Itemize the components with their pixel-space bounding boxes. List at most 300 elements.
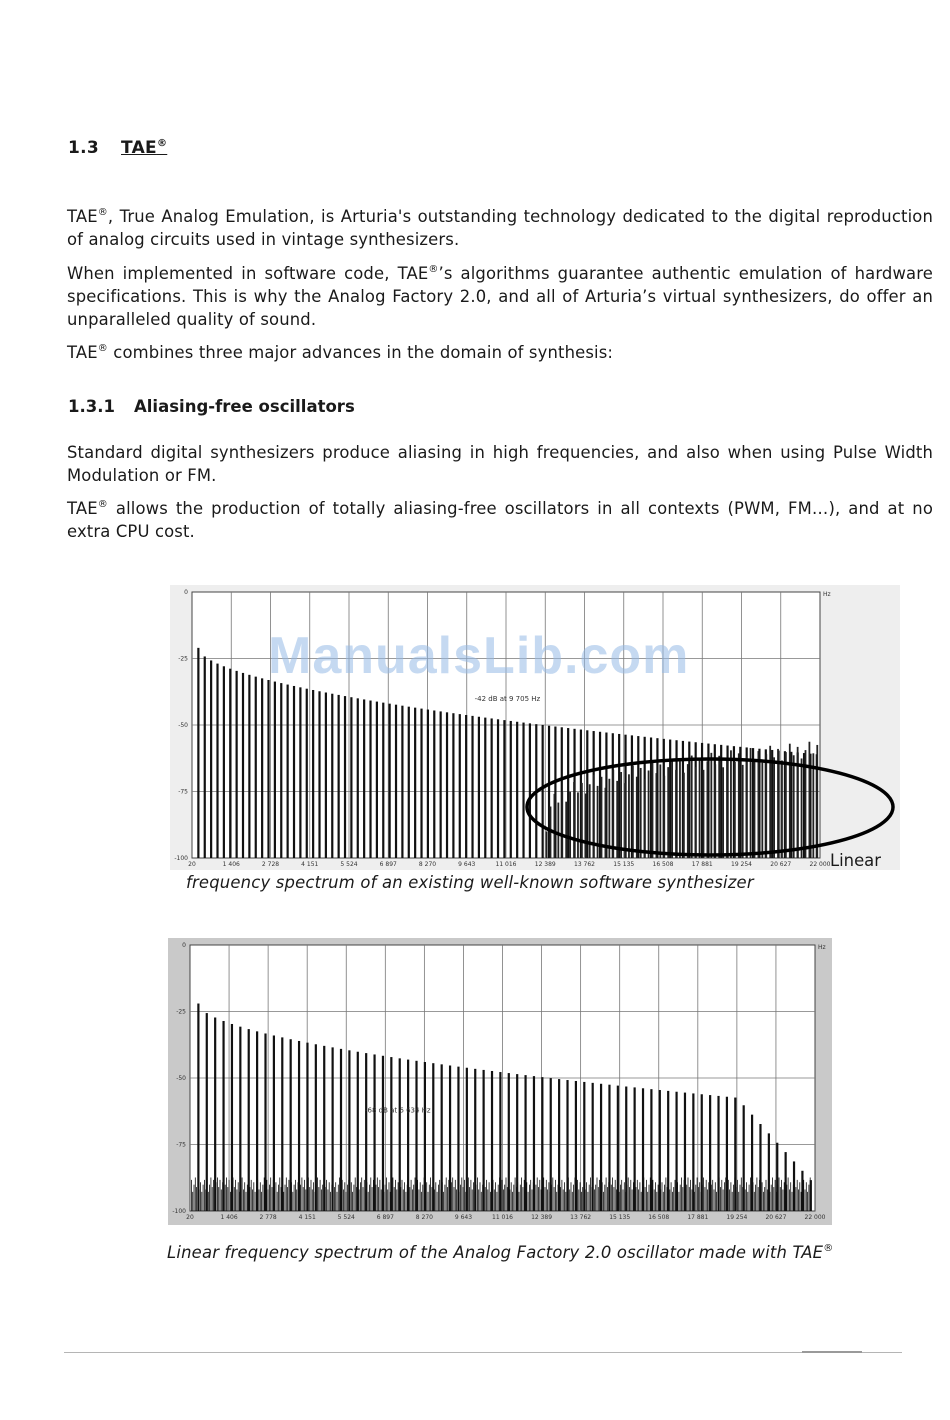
harmonic-peak	[771, 750, 773, 858]
noise-floor	[472, 1189, 473, 1211]
x-tick-label: 11 016	[495, 861, 517, 868]
noise-floor	[619, 1192, 620, 1211]
noise-floor	[199, 1189, 200, 1211]
noise-floor	[705, 1187, 706, 1211]
noise-floor	[521, 1177, 522, 1211]
noise-floor	[688, 1177, 689, 1211]
noise-floor	[502, 1180, 503, 1211]
noise-floor	[476, 1185, 477, 1211]
noise-floor	[746, 1182, 747, 1211]
noise-floor	[408, 1177, 409, 1211]
x-tick-label: 1 406	[222, 861, 240, 868]
noise-floor	[422, 1185, 423, 1211]
x-tick-label: 13 762	[574, 861, 595, 868]
noise-floor	[629, 1187, 630, 1211]
noise-floor	[361, 1177, 362, 1211]
noise-floor	[430, 1177, 431, 1211]
noise-floor	[680, 1185, 681, 1211]
noise-floor	[581, 1192, 582, 1211]
noise-floor	[510, 1189, 511, 1211]
noise-floor	[728, 1180, 729, 1211]
noise-floor	[481, 1192, 482, 1211]
noise-floor	[363, 1187, 364, 1211]
x-tick-label: 12 389	[531, 1214, 553, 1221]
noise-floor	[517, 1182, 518, 1211]
noise-floor	[344, 1182, 345, 1211]
harmonic-peak	[318, 691, 320, 858]
noise-floor	[383, 1192, 384, 1211]
noise-floor	[513, 1185, 514, 1211]
noise-floor	[205, 1189, 206, 1211]
noise-floor	[796, 1187, 797, 1211]
noise-floor	[666, 1177, 667, 1211]
noise-floor	[334, 1187, 335, 1211]
noise-floor	[446, 1177, 447, 1211]
noise-floor	[354, 1185, 355, 1211]
x-tick-label: 13 762	[570, 1214, 592, 1221]
noise-floor	[286, 1177, 287, 1211]
noise-floor	[491, 1187, 492, 1211]
noise-floor	[489, 1182, 490, 1211]
noise-floor	[789, 1189, 790, 1211]
noise-floor	[335, 1182, 336, 1211]
noise-floor	[356, 1187, 357, 1211]
noise-floor	[211, 1177, 212, 1211]
alias-peak	[573, 782, 575, 858]
noise-floor	[191, 1180, 192, 1211]
alias-peak	[659, 764, 661, 858]
noise-floor	[278, 1185, 279, 1211]
alias-peak	[616, 781, 618, 858]
x-tick-label: 19 254	[731, 861, 752, 868]
noise-floor	[571, 1182, 572, 1211]
x-tick-label: 16 508	[648, 1214, 670, 1221]
noise-floor	[498, 1185, 499, 1211]
aliasing-paragraph-1: Standard digital synthesizers produce aliasing in high frequencies, and also when using Pulse Width Modulation or FM.	[67, 443, 933, 485]
noise-floor	[525, 1189, 526, 1211]
noise-floor	[694, 1192, 695, 1211]
noise-floor	[471, 1180, 472, 1211]
alias-peak	[557, 803, 559, 858]
noise-floor	[450, 1189, 451, 1211]
noise-floor	[403, 1189, 404, 1211]
noise-floor	[438, 1185, 439, 1211]
noise-floor	[584, 1180, 585, 1211]
noise-floor	[650, 1177, 651, 1211]
noise-floor	[333, 1177, 334, 1211]
noise-floor	[387, 1189, 388, 1211]
alias-peak	[734, 762, 736, 858]
noise-floor	[604, 1185, 605, 1211]
noise-floor	[317, 1177, 318, 1211]
alias-peak	[675, 770, 677, 858]
noise-floor	[398, 1182, 399, 1211]
noise-floor	[419, 1189, 420, 1211]
noise-floor	[372, 1187, 373, 1211]
footer-rule	[64, 1352, 902, 1353]
noise-floor	[235, 1180, 236, 1211]
noise-floor	[454, 1187, 455, 1211]
alias-peak	[644, 779, 646, 858]
noise-floor	[676, 1189, 677, 1211]
noise-floor	[744, 1180, 745, 1211]
noise-floor	[802, 1187, 803, 1211]
footer-mark	[802, 1351, 862, 1353]
noise-floor	[448, 1180, 449, 1211]
alias-peak	[624, 783, 626, 858]
harmonic-peak	[427, 710, 429, 858]
noise-floor	[396, 1189, 397, 1211]
noise-floor	[711, 1185, 712, 1211]
noise-floor	[594, 1189, 595, 1211]
noise-floor	[393, 1177, 394, 1211]
harmonic-peak	[280, 683, 282, 858]
x-tick-label: 16 508	[652, 861, 674, 868]
noise-floor	[272, 1187, 273, 1211]
noise-floor	[253, 1182, 254, 1211]
noise-floor	[640, 1182, 641, 1211]
noise-floor	[669, 1189, 670, 1211]
noise-floor	[807, 1192, 808, 1211]
noise-floor	[776, 1192, 777, 1211]
noise-floor	[734, 1177, 735, 1211]
alias-peak	[730, 750, 732, 858]
alias-peak	[785, 752, 787, 858]
noise-floor	[781, 1180, 782, 1211]
harmonic-peak	[223, 666, 225, 858]
noise-floor	[801, 1192, 802, 1211]
noise-floor	[490, 1192, 491, 1211]
noise-floor	[582, 1187, 583, 1211]
noise-floor	[617, 1182, 618, 1211]
harmonic-peak	[420, 709, 422, 858]
noise-floor	[385, 1185, 386, 1211]
alias-peak	[765, 754, 767, 858]
harmonic-peak	[363, 699, 365, 858]
noise-floor	[200, 1182, 201, 1211]
noise-floor	[556, 1192, 557, 1211]
harmonic-peak	[497, 719, 499, 858]
x-tick-label: 15 135	[613, 861, 635, 868]
noise-floor	[621, 1180, 622, 1211]
alias-peak	[726, 759, 728, 858]
noise-floor	[239, 1192, 240, 1211]
x-tick-label: 22 000	[804, 1214, 826, 1221]
x-tick-label: 17 881	[691, 861, 713, 868]
noise-floor	[646, 1180, 647, 1211]
noise-floor	[506, 1177, 507, 1211]
alias-peak	[754, 759, 756, 858]
subsection-number: 1.3.1	[68, 397, 115, 416]
noise-floor	[792, 1192, 793, 1211]
noise-floor	[497, 1192, 498, 1211]
y-tick-label: -75	[176, 1141, 186, 1149]
noise-floor	[221, 1189, 222, 1211]
noise-floor	[324, 1177, 325, 1211]
noise-floor	[265, 1187, 266, 1211]
harmonic-peak	[248, 675, 250, 858]
y-tick-label: -75	[178, 788, 188, 796]
noise-floor	[760, 1189, 761, 1211]
noise-floor	[788, 1177, 789, 1211]
noise-floor	[770, 1192, 771, 1211]
harmonic-peak	[312, 690, 314, 858]
noise-floor	[230, 1192, 231, 1211]
noise-floor	[749, 1185, 750, 1211]
noise-floor	[667, 1187, 668, 1211]
noise-floor	[614, 1187, 615, 1211]
noise-floor	[599, 1180, 600, 1211]
noise-floor	[692, 1189, 693, 1211]
alias-peak	[671, 759, 673, 858]
noise-floor	[374, 1192, 375, 1211]
x-tick-label: 5 524	[340, 861, 358, 868]
noise-floor	[601, 1189, 602, 1211]
noise-floor	[299, 1192, 300, 1211]
noise-floor	[308, 1177, 309, 1211]
noise-floor	[246, 1192, 247, 1211]
noise-floor	[420, 1182, 421, 1211]
noise-floor	[784, 1182, 785, 1211]
noise-floor	[551, 1185, 552, 1211]
noise-floor	[731, 1182, 732, 1211]
alias-peak	[722, 767, 724, 858]
y-tick-label: 0	[182, 942, 186, 949]
noise-floor	[798, 1189, 799, 1211]
noise-floor	[352, 1192, 353, 1211]
noise-floor	[487, 1189, 488, 1211]
noise-floor	[716, 1192, 717, 1211]
x-tick-label: 6 897	[376, 1214, 394, 1221]
alias-peak	[632, 766, 634, 858]
noise-floor	[649, 1185, 650, 1211]
noise-floor	[569, 1189, 570, 1211]
noise-floor	[315, 1192, 316, 1211]
noise-floor	[710, 1192, 711, 1211]
harmonic-peak	[261, 678, 263, 858]
noise-floor	[562, 1180, 563, 1211]
noise-floor	[643, 1177, 644, 1211]
noise-floor	[585, 1189, 586, 1211]
noise-floor	[298, 1182, 299, 1211]
alias-peak	[761, 763, 763, 858]
noise-floor	[672, 1192, 673, 1211]
noise-floor	[809, 1185, 810, 1211]
noise-floor	[415, 1177, 416, 1211]
noise-floor	[780, 1187, 781, 1211]
noise-floor	[699, 1182, 700, 1211]
noise-floor	[656, 1192, 657, 1211]
alias-peak	[777, 749, 779, 858]
alias-peak	[809, 742, 811, 858]
harmonic-peak	[522, 723, 524, 858]
noise-floor	[664, 1185, 665, 1211]
noise-floor	[786, 1185, 787, 1211]
x-tick-label: 4 151	[298, 1214, 316, 1221]
noise-floor	[630, 1180, 631, 1211]
noise-floor	[606, 1177, 607, 1211]
noise-floor	[231, 1185, 232, 1211]
noise-floor	[706, 1180, 707, 1211]
noise-floor	[433, 1180, 434, 1211]
noise-floor	[234, 1187, 235, 1211]
noise-floor	[368, 1192, 369, 1211]
noise-floor	[805, 1189, 806, 1211]
noise-floor	[636, 1187, 637, 1211]
harmonic-peak	[669, 740, 671, 858]
noise-floor	[638, 1189, 639, 1211]
noise-floor	[439, 1180, 440, 1211]
noise-floor	[732, 1192, 733, 1211]
noise-floor	[364, 1180, 365, 1211]
harmonic-peak	[369, 701, 371, 858]
noise-floor	[480, 1182, 481, 1211]
harmonic-peak	[214, 1017, 216, 1211]
noise-floor	[701, 1192, 702, 1211]
noise-floor	[203, 1185, 204, 1211]
noise-floor	[567, 1185, 568, 1211]
alias-peak	[585, 794, 587, 858]
noise-floor	[495, 1182, 496, 1211]
noise-floor	[240, 1185, 241, 1211]
alias-peak	[648, 770, 650, 858]
noise-floor	[247, 1185, 248, 1211]
noise-floor	[720, 1187, 721, 1211]
noise-floor	[229, 1180, 230, 1211]
noise-floor	[537, 1177, 538, 1211]
noise-floor	[473, 1182, 474, 1211]
noise-floor	[214, 1189, 215, 1211]
noise-floor	[461, 1177, 462, 1211]
noise-floor	[698, 1187, 699, 1211]
noise-floor	[576, 1187, 577, 1211]
noise-floor	[598, 1187, 599, 1211]
noise-floor	[697, 1177, 698, 1211]
x-tick-label: 8 270	[415, 1214, 433, 1221]
noise-floor	[416, 1187, 417, 1211]
harmonic-peak	[465, 715, 467, 858]
noise-floor	[395, 1180, 396, 1211]
noise-floor	[627, 1185, 628, 1211]
noise-floor	[322, 1185, 323, 1211]
noise-floor	[300, 1185, 301, 1211]
noise-floor	[292, 1192, 293, 1211]
y-tick-label: -50	[178, 722, 188, 729]
x-tick-label: 22 000	[809, 861, 831, 868]
harmonic-peak	[204, 656, 206, 858]
noise-floor	[536, 1185, 537, 1211]
noise-floor	[406, 1192, 407, 1211]
noise-floor	[724, 1182, 725, 1211]
noise-floor	[785, 1192, 786, 1211]
x-tick-label: 20 627	[765, 1214, 787, 1221]
noise-floor	[654, 1189, 655, 1211]
noise-floor	[451, 1182, 452, 1211]
harmonic-peak	[618, 734, 620, 858]
noise-floor	[484, 1177, 485, 1211]
x-tick-label: 20 627	[770, 861, 792, 868]
noise-floor	[689, 1187, 690, 1211]
noise-floor	[260, 1182, 261, 1211]
alias-peak	[816, 745, 818, 858]
noise-floor	[321, 1189, 322, 1211]
noise-floor	[563, 1189, 564, 1211]
noise-floor	[758, 1187, 759, 1211]
noise-floor	[620, 1185, 621, 1211]
noise-floor	[445, 1185, 446, 1211]
noise-floor	[516, 1187, 517, 1211]
intro-paragraph-3: TAE® combines three major advances in the domain of synthesis:	[67, 343, 614, 362]
noise-floor	[365, 1189, 366, 1211]
noise-floor	[313, 1182, 314, 1211]
noise-floor	[523, 1187, 524, 1211]
harmonic-peak	[720, 745, 722, 858]
noise-floor	[741, 1177, 742, 1211]
aliasing-paragraph-2: TAE® allows the production of totally aliasing-free oscillators in all contexts (PWM, FM…), and at no extra CPU cost.	[67, 499, 933, 541]
noise-floor	[343, 1189, 344, 1211]
noise-floor	[330, 1192, 331, 1211]
noise-floor	[546, 1180, 547, 1211]
noise-floor	[328, 1189, 329, 1211]
noise-floor	[255, 1192, 256, 1211]
noise-floor	[750, 1177, 751, 1211]
noise-floor	[526, 1182, 527, 1211]
y-tick-label: -100	[174, 855, 188, 862]
noise-floor	[718, 1185, 719, 1211]
noise-floor	[810, 1177, 811, 1211]
watermark: ManualsLib.com	[268, 627, 690, 685]
harmonic-peak	[239, 1027, 241, 1211]
noise-floor	[277, 1192, 278, 1211]
noise-floor	[477, 1177, 478, 1211]
noise-floor	[425, 1187, 426, 1211]
noise-floor	[320, 1180, 321, 1211]
noise-floor	[766, 1180, 767, 1211]
noise-floor	[424, 1177, 425, 1211]
harmonic-peak	[440, 711, 442, 858]
noise-floor	[615, 1180, 616, 1211]
noise-floor	[226, 1177, 227, 1211]
noise-floor	[637, 1180, 638, 1211]
noise-floor	[612, 1177, 613, 1211]
noise-floor	[337, 1192, 338, 1211]
noise-floor	[658, 1185, 659, 1211]
noise-floor	[348, 1180, 349, 1211]
y-tick-label: -100	[172, 1208, 186, 1215]
noise-floor	[625, 1192, 626, 1211]
noise-floor	[289, 1180, 290, 1211]
harmonic-peak	[216, 664, 218, 858]
noise-floor	[564, 1182, 565, 1211]
noise-floor	[369, 1185, 370, 1211]
harmonic-peak	[449, 1066, 451, 1211]
noise-floor	[685, 1189, 686, 1211]
noise-floor	[542, 1182, 543, 1211]
harmonic-peak	[350, 697, 352, 858]
noise-floor	[220, 1180, 221, 1211]
noise-floor	[768, 1182, 769, 1211]
tae-spectrum-chart	[168, 938, 832, 1225]
alias-peak	[636, 777, 638, 858]
noise-floor	[611, 1185, 612, 1211]
noise-floor	[655, 1182, 656, 1211]
noise-floor	[577, 1180, 578, 1211]
noise-floor	[331, 1185, 332, 1211]
harmonic-peak	[340, 1049, 342, 1211]
noise-floor	[660, 1189, 661, 1211]
noise-floor	[264, 1177, 265, 1211]
noise-floor	[528, 1192, 529, 1211]
